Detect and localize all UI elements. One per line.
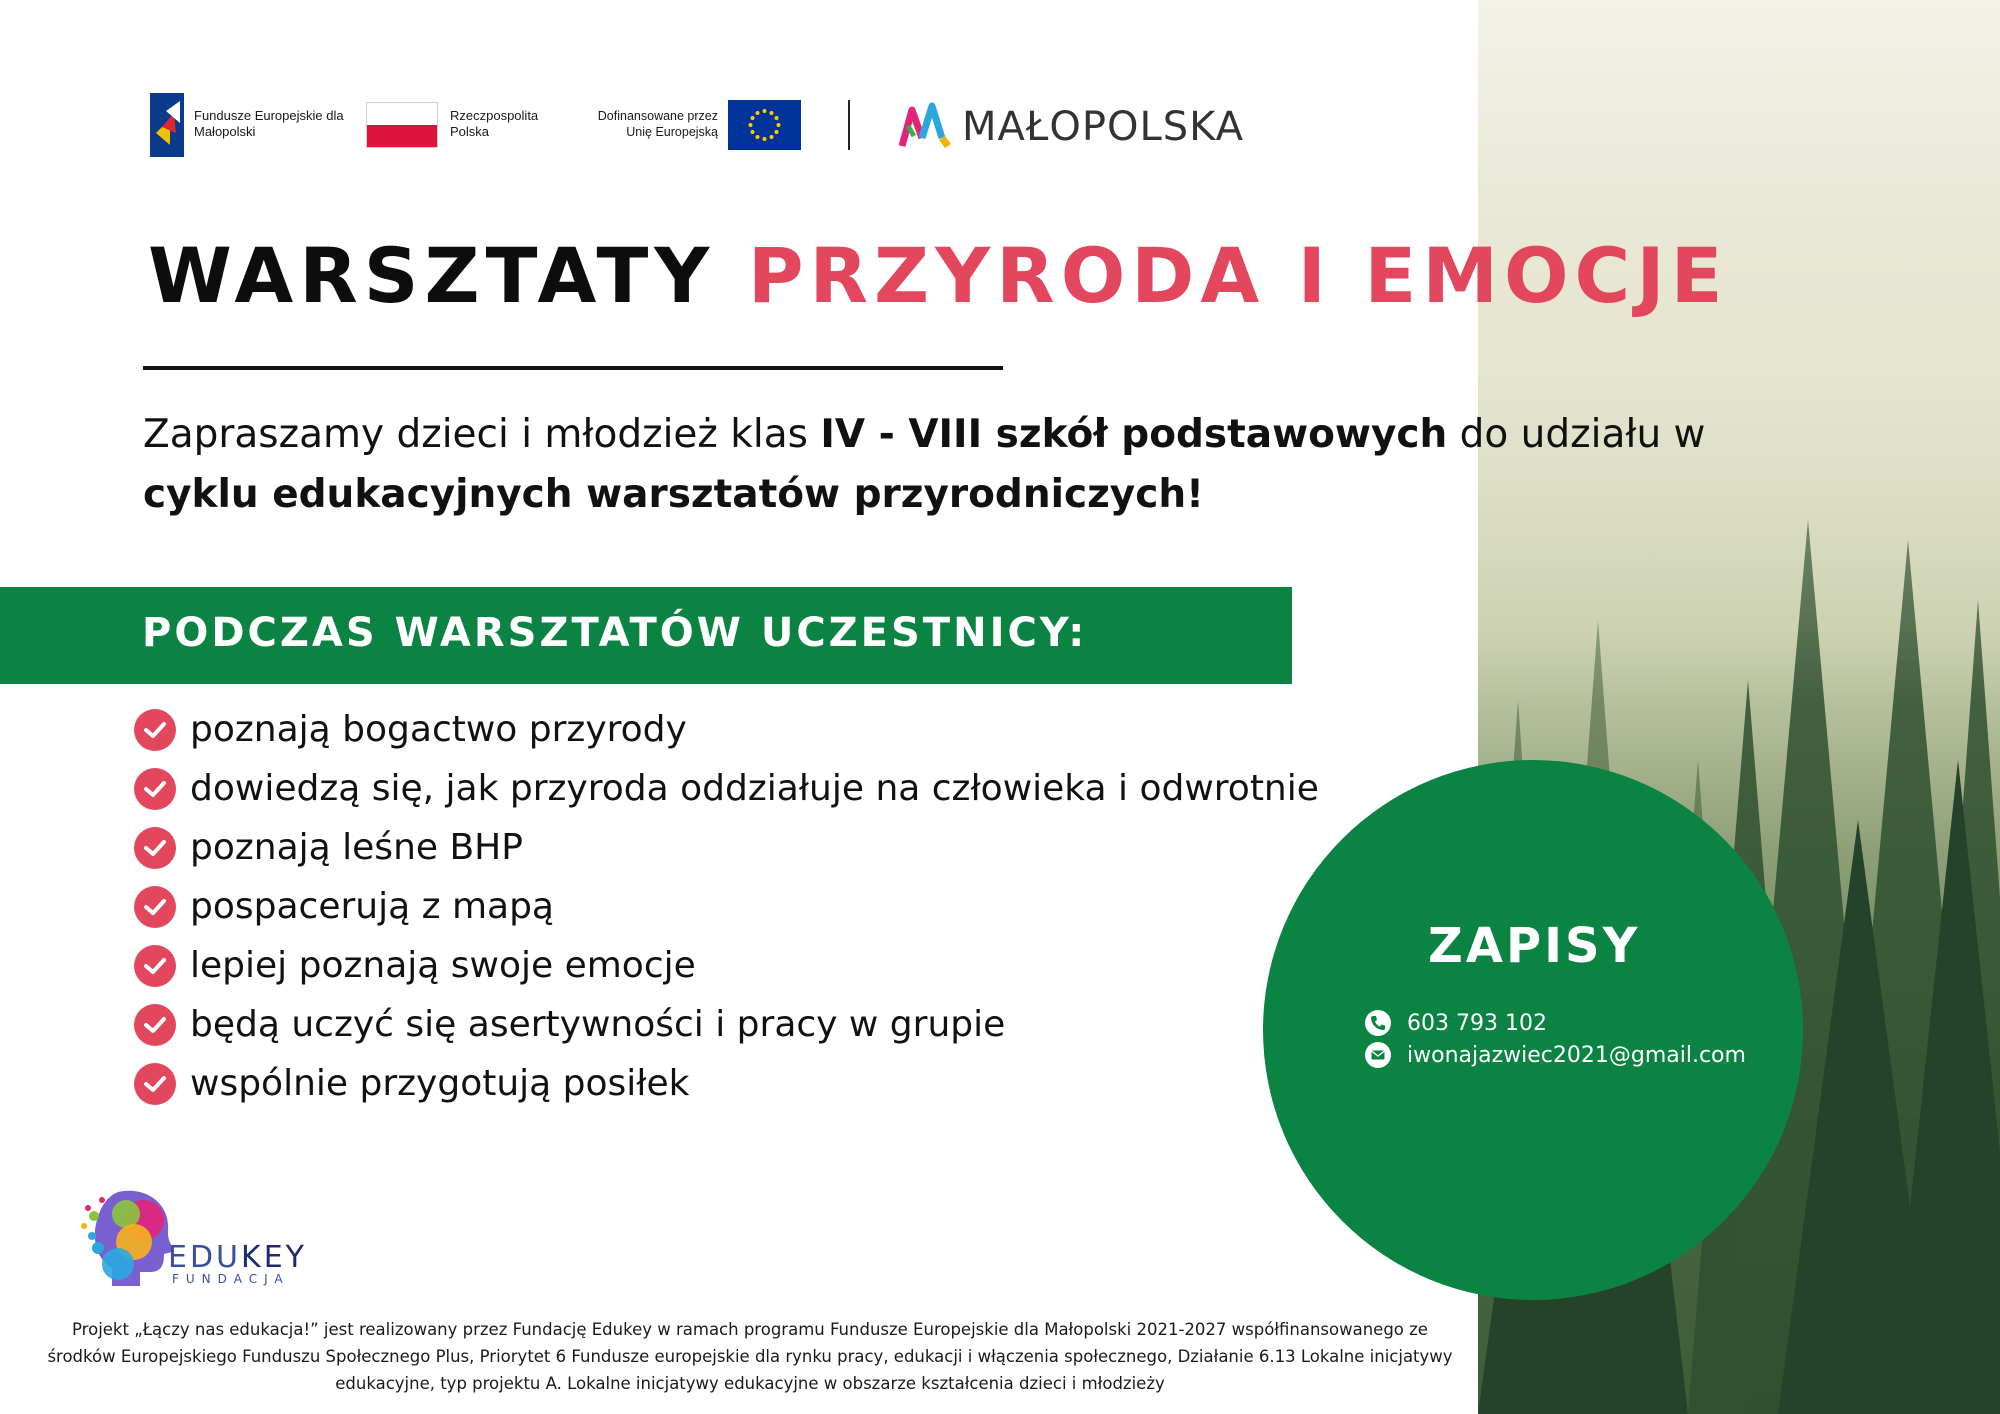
check-icon <box>134 1004 176 1046</box>
mail-icon <box>1365 1042 1391 1068</box>
signup-heading: ZAPISY <box>1428 918 1641 974</box>
check-icon <box>134 945 176 987</box>
logo-divider <box>848 100 850 150</box>
list-item-text: będą uczyć się asertywności i pracy w grupie <box>190 1004 1006 1045</box>
list-item <box>134 995 1319 1054</box>
edukey-subtitle: FUNDACJA <box>172 1272 290 1286</box>
poland-flag-icon <box>366 102 438 148</box>
list-item <box>134 759 1319 818</box>
intro-bold-1: IV - VIII szkół podstawowych <box>820 412 1448 457</box>
fundusze-europejskie-logo <box>150 93 184 157</box>
check-icon <box>134 768 176 810</box>
list-item-text: pospacerują z mapą <box>190 886 554 927</box>
check-icon <box>134 709 176 751</box>
edukey-word-edu: EDU <box>168 1240 242 1275</box>
intro-paragraph <box>143 405 1803 525</box>
eu-flag-icon <box>728 100 801 150</box>
title-part-1: WARSZTATY <box>148 231 716 320</box>
phone-contact[interactable] <box>1365 1010 1547 1036</box>
check-icon <box>134 827 176 869</box>
list-item <box>134 700 1319 759</box>
fundusze-europejskie-label: Fundusze Europejskie dla Małopolski <box>194 108 344 139</box>
phone-icon <box>1365 1010 1391 1036</box>
list-item-text: wspólnie przygotują posiłek <box>190 1063 690 1104</box>
list-item-text: poznają leśne BHP <box>190 827 523 868</box>
edukey-wordmark <box>168 1240 307 1275</box>
list-item-text: dowiedzą się, jak przyroda oddziałuje na człowieka i odwrotnie <box>190 768 1319 809</box>
eu-funding-label: Dofinansowane przez Unię Europejską <box>597 109 718 139</box>
list-item <box>134 877 1319 936</box>
list-item-text: lepiej poznają swoje emocje <box>190 945 696 986</box>
list-item <box>134 936 1319 995</box>
list-item <box>134 818 1319 877</box>
benefits-list <box>134 700 1319 1113</box>
section-banner-title: PODCZAS WARSZTATÓW UCZESTNICY: <box>142 610 1088 656</box>
intro-text-2: do udziału w <box>1447 412 1706 457</box>
malopolska-wordmark: MAŁOPOLSKA <box>962 104 1245 150</box>
check-icon <box>134 1063 176 1105</box>
edukey-word-key: KEY <box>241 1240 307 1275</box>
rzeczpospolita-label: Rzeczpospolita Polska <box>450 108 539 139</box>
list-item <box>134 1054 1319 1113</box>
intro-text-1: Zapraszamy dzieci i młodzież klas <box>143 412 821 457</box>
phone-number: 603 793 102 <box>1407 1010 1547 1036</box>
title-part-2: PRZYRODA I EMOCJE <box>747 231 1729 320</box>
email-contact[interactable] <box>1365 1042 1746 1068</box>
email-address: iwonajazwiec2021@gmail.com <box>1407 1042 1746 1068</box>
list-item-text: poznają bogactwo przyrody <box>190 709 687 750</box>
page-title <box>148 231 1729 320</box>
malopolska-logo-mark <box>898 100 954 154</box>
edukey-logo-mark <box>78 1180 178 1294</box>
check-icon <box>134 886 176 928</box>
intro-bold-2: cyklu edukacyjnych warsztatów przyrodniczych! <box>143 472 1204 517</box>
footer-disclaimer: Projekt „Łączy nas edukacja!” jest realizowany przez Fundację Edukey w ramach programu Fundusze Europejskie dla Małopolski 2021-2027 współfinansowanego ze środków Europejskiego Funduszu Społecznego Plus, Priorytet 6 Fundusze europejskie dla rynku pracy, edukacji i włączenia społecznego, Działanie 6.13 Lokalne inicjatywy edukacyjne, typ projektu A. Lokalne inicjatywy edukacyjne w obszarze kształcenia dzieci i młodzieży <box>47 1320 1453 1393</box>
title-underline <box>143 366 1003 370</box>
